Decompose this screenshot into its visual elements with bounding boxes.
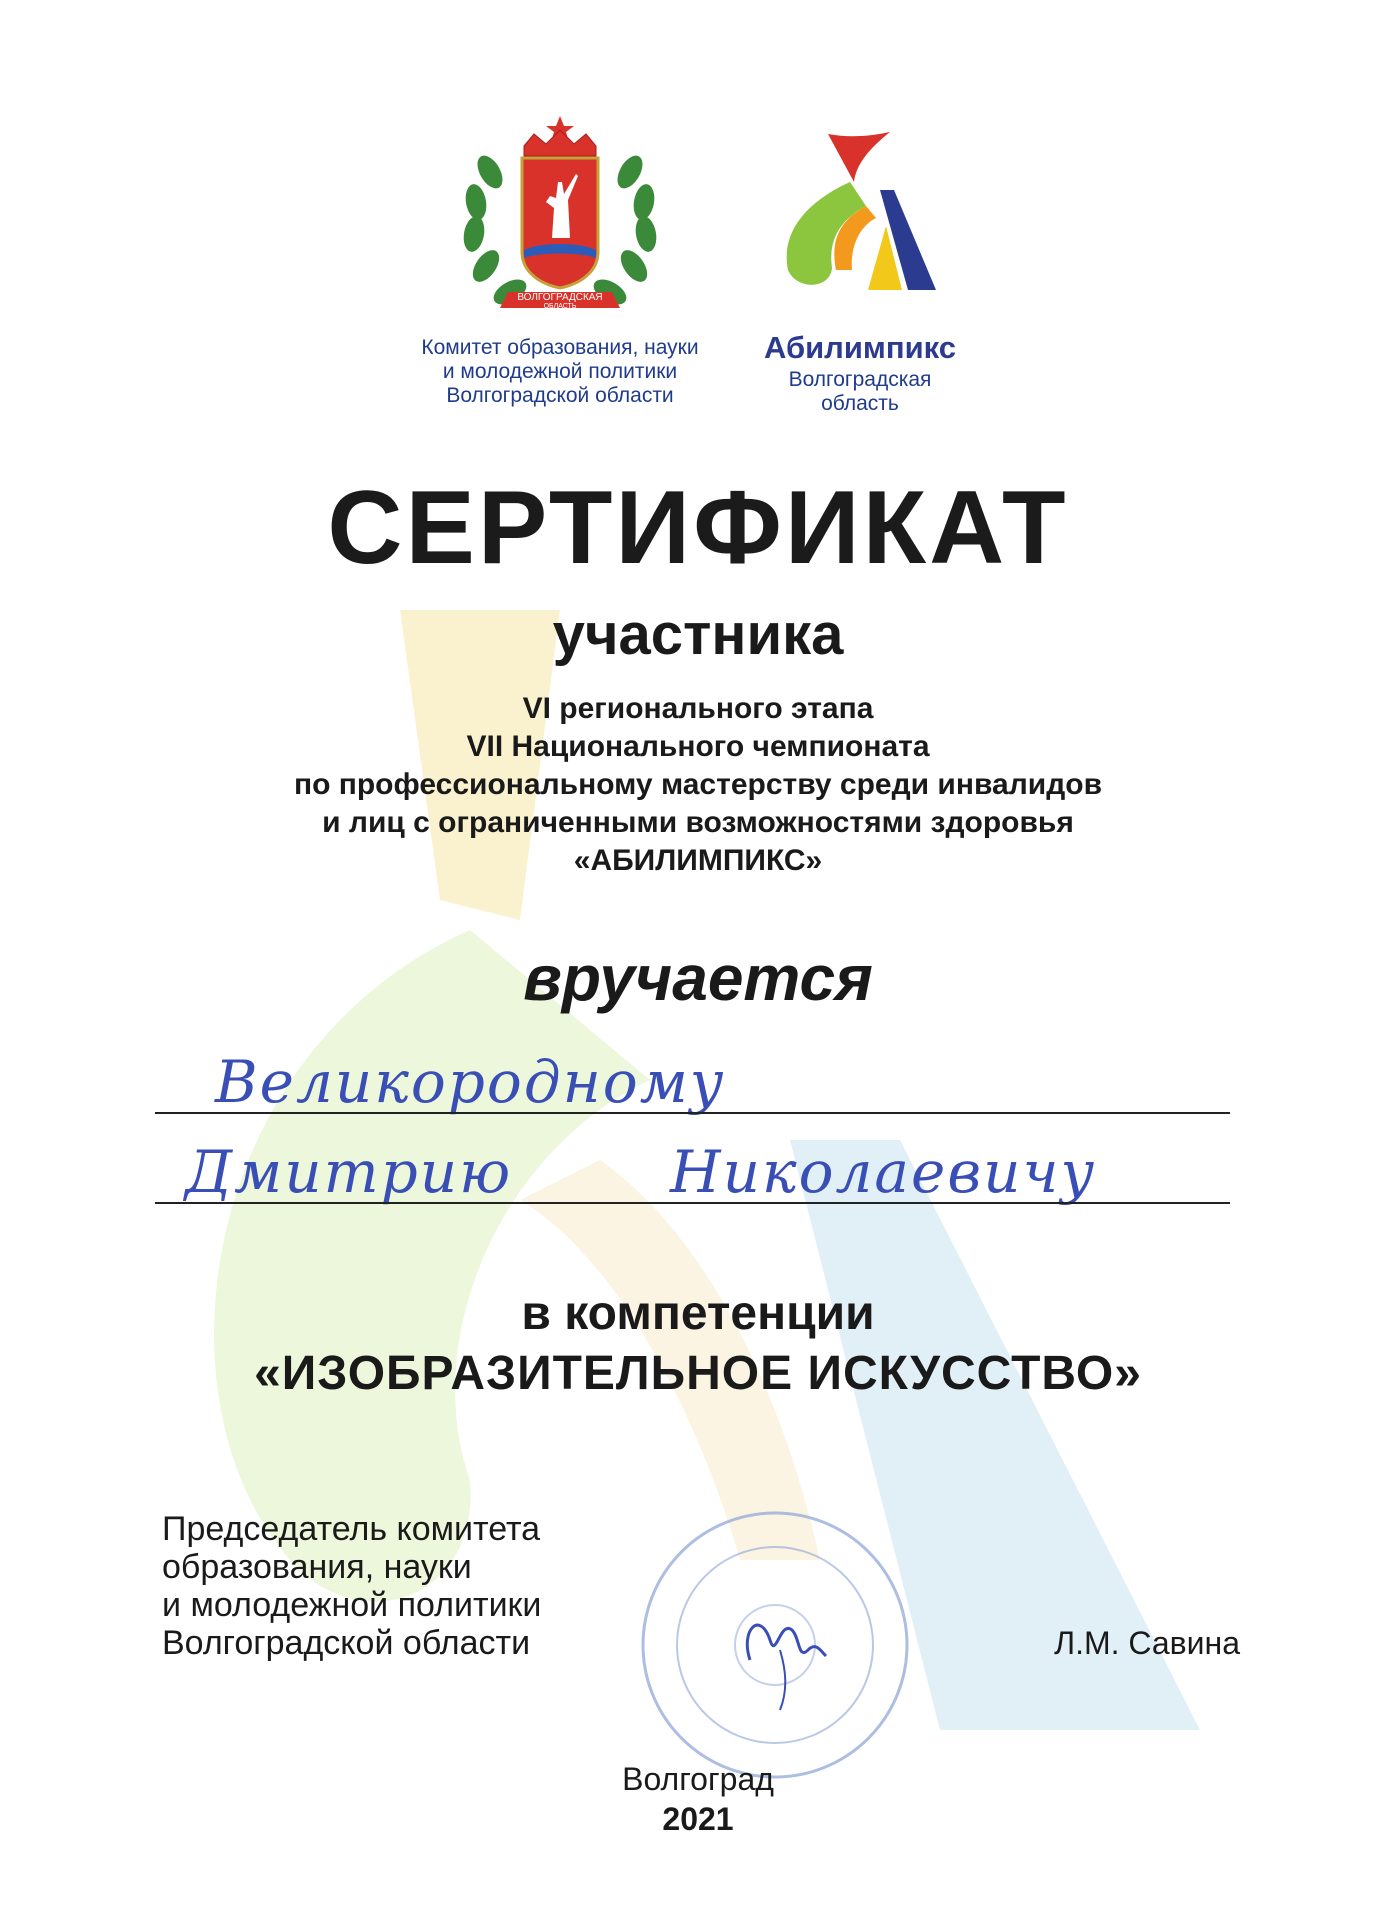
recipient-surname: Великородному: [215, 1048, 726, 1116]
event-line: и лиц с ограниченными возможностями здоровья: [322, 806, 1074, 839]
chair-line: Волгоградской области: [162, 1624, 531, 1662]
emblem-band-text: ВОЛГОГРАДСКАЯ: [517, 292, 603, 303]
competence-name: «ИЗОБРАЗИТЕЛЬНОЕ ИСКУССТВО»: [254, 1347, 1142, 1400]
recipient-first-name: Дмитрию: [185, 1138, 513, 1206]
official-stamp-icon: [630, 1500, 920, 1790]
signer-name: Л.М. Савина: [1054, 1625, 1240, 1661]
year: 2021: [662, 1801, 734, 1837]
committee-line: Комитет образования, науки: [421, 336, 699, 359]
recipient-patronymic: Николаевичу: [670, 1138, 1097, 1206]
committee-name: [360, 336, 760, 408]
event-line: «АБИЛИМПИКС»: [573, 844, 823, 877]
event-line: VI регионального этапа: [522, 692, 874, 725]
city: Волгоград: [622, 1761, 774, 1797]
event-line: по профессиональному мастерству среди инвалидов: [293, 768, 1103, 801]
competence-label: в компетенции: [521, 1287, 875, 1340]
certificate-title: СЕРТИФИКАТ: [327, 470, 1069, 586]
abilympics-region-line: область: [821, 392, 899, 415]
recipient-line-1: [155, 1112, 1230, 1114]
abilympics-name: Абилимпикс: [764, 330, 956, 365]
abilympics-logo-icon: [770, 130, 940, 300]
abilympics-region-line: Волгоградская: [788, 368, 932, 391]
chair-line: и молодежной политики: [162, 1586, 542, 1624]
awarded-label: вручается: [523, 942, 873, 1014]
abilympics-region: [740, 368, 980, 416]
recipient-line-2: [155, 1202, 1230, 1204]
chair-line: образования, науки: [162, 1548, 472, 1586]
event-description: [0, 690, 1396, 880]
committee-line: и молодежной политики: [442, 360, 678, 383]
chair-line: Председатель комитета: [162, 1510, 541, 1548]
emblem-band-subtext: ОБЛАСТЬ: [543, 303, 577, 310]
certificate-subtitle: участника: [552, 602, 844, 667]
committee-line: Волгоградской области: [446, 384, 674, 407]
event-line: VII Национального чемпионата: [466, 730, 930, 763]
